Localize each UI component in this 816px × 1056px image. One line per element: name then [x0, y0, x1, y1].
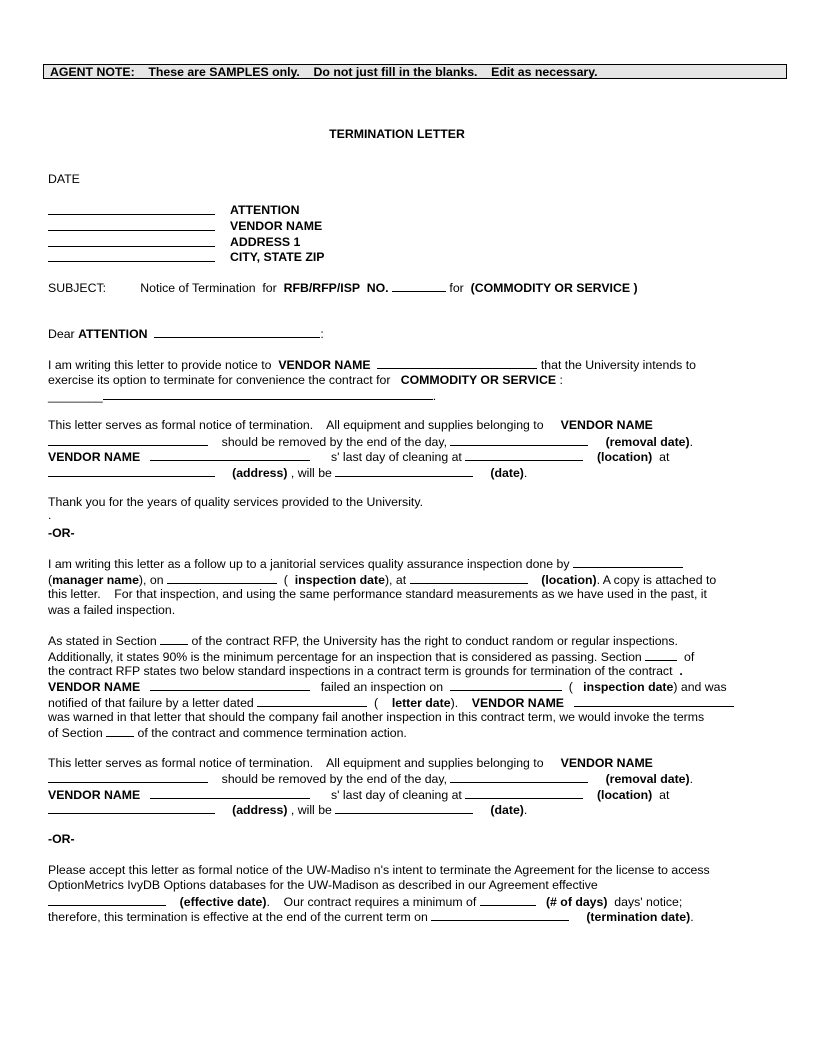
p3-line4 — [48, 679, 727, 696]
at: at — [659, 787, 670, 802]
text: s' last day of cleaning at — [330, 450, 462, 464]
vendor-name: VENDOR NAME — [560, 756, 653, 770]
p3-line7 — [48, 725, 407, 742]
subject-rfb: RFB/RFP/ISP NO. — [283, 281, 389, 295]
location: (location) — [596, 787, 653, 802]
serves2-line3 — [48, 787, 669, 804]
vendor-name: VENDOR NAME — [471, 695, 565, 710]
text: of the contract and commence termination action. — [137, 726, 407, 740]
text: Additionally, it states 90% is the minimum percentage for an inspection that is considered as passing. Section — [48, 649, 642, 664]
subject-label: SUBJECT: — [48, 281, 107, 295]
subject-line — [48, 280, 638, 297]
text: This letter serves as formal notice of termination. All equipment and supplies belonging to — [48, 418, 544, 432]
agent-note-banner: AGENT NOTE: These are SAMPLES only. Do not just fill in the blanks. Edit as necessary. — [43, 64, 787, 79]
removal-date: (removal date) — [605, 772, 690, 786]
subject-text: Notice of Termination for — [140, 281, 277, 295]
or-separator: -OR- — [48, 832, 75, 846]
inspection-date: inspection date — [294, 573, 385, 587]
letter-date: letter date — [391, 695, 451, 710]
at: at — [659, 450, 670, 464]
p4-line1: Please accept this letter as formal notice of the UW-Madiso n's intent to terminate the Agreement for the license to access — [48, 863, 710, 877]
p2-line4: was a failed inspection. — [48, 602, 176, 617]
text: of — [684, 649, 695, 664]
salutation — [48, 326, 324, 343]
salutation-dear: Dear — [48, 327, 75, 341]
text: exercise its option to terminate for convenience the contract for — [48, 372, 391, 387]
close-paren: ). — [450, 695, 459, 710]
text: therefore, this termination is effective at the end of the current term on — [48, 910, 428, 924]
serves1-line1 — [48, 418, 653, 434]
subject-for: for — [449, 281, 464, 295]
text: ), at — [384, 573, 407, 587]
open-paren: ( — [568, 680, 573, 694]
colon: : — [559, 372, 563, 387]
address-line-city — [48, 250, 325, 266]
p4-line2: OptionMetrics IvyDB Options databases for the UW-Madison as described in our Agreement effective — [48, 878, 598, 892]
days: (# of days) — [545, 895, 608, 909]
p1-line1 — [48, 357, 696, 374]
p2-line2: (manager name), on ( inspection date), at (location). A copy is attached to — [48, 573, 717, 587]
termination-date: (termination date) — [586, 910, 691, 924]
subject-commodity: (COMMODITY OR SERVICE ) — [470, 281, 638, 295]
address-label: CITY, STATE ZIP — [230, 250, 325, 264]
text: I am writing this letter to provide notice to — [48, 358, 272, 372]
p1-line3 — [48, 388, 436, 405]
inspection-date: inspection date — [583, 680, 674, 694]
salutation-attention: ATTENTION — [78, 327, 148, 341]
text: notified of that failure by a letter dated — [48, 695, 254, 710]
open-paren: ( — [283, 573, 288, 587]
p4-line4 — [48, 909, 694, 926]
text: should be removed by the end of the day, — [221, 772, 448, 786]
or-separator: -OR- — [48, 526, 75, 540]
vendor-name: VENDOR NAME — [278, 358, 371, 372]
text: ), on — [138, 573, 164, 587]
text: This letter serves as formal notice of termination. All equipment and supplies belonging to — [48, 756, 544, 770]
dot: . — [48, 508, 52, 522]
period: . — [679, 664, 683, 678]
location: (location) — [596, 450, 653, 464]
address-label: ATTENTION — [230, 203, 300, 217]
address-line-address1 — [48, 234, 301, 251]
salutation-colon: : — [320, 327, 324, 341]
text: I am writing this letter as a follow up to a janitorial services quality assurance inspection done by — [48, 557, 570, 571]
period: . — [523, 803, 528, 817]
dashes: ________ — [48, 389, 103, 403]
text: s' last day of cleaning at — [330, 787, 462, 802]
address: (address) — [232, 803, 288, 817]
text: As stated in Section — [48, 634, 157, 648]
text: should be removed by the end of the day, — [221, 435, 448, 449]
will-be: , will be — [290, 466, 332, 480]
serves2-line1 — [48, 756, 653, 772]
open-paren: ( — [374, 695, 379, 710]
p1-line2 — [48, 373, 563, 389]
serves1-line4 — [48, 465, 527, 482]
date: (date) — [490, 466, 524, 480]
text: . A copy is attached to — [596, 573, 717, 587]
period: . — [523, 466, 528, 480]
p3-line6: was warned in that letter that should the company fail another inspection in this contract term, we would invoke the terms — [48, 710, 705, 724]
period: . — [690, 910, 694, 924]
address: (address) — [232, 466, 288, 480]
serves2-line4 — [48, 802, 527, 819]
serves1-line3 — [48, 449, 669, 466]
manager-name: manager name — [52, 573, 139, 587]
date-label: DATE — [48, 172, 80, 186]
commodity: COMMODITY OR SERVICE — [400, 372, 557, 387]
location: (location) — [541, 573, 597, 587]
date: (date) — [490, 803, 524, 817]
p3-line2 — [48, 649, 694, 666]
address-line-attention — [48, 203, 300, 219]
page-title: TERMINATION LETTER — [329, 127, 465, 141]
address-line-vendor — [48, 218, 323, 235]
vendor-name: VENDOR NAME — [48, 450, 141, 464]
address-label: ADDRESS 1 — [230, 234, 301, 249]
vendor-name: VENDOR NAME — [48, 680, 141, 694]
text: the contract RFP states two below standard inspections in a contract term is grounds for termination of the contract — [48, 664, 673, 678]
p3-line3 — [48, 664, 683, 680]
vendor-name: VENDOR NAME — [560, 418, 653, 432]
text: of Section — [48, 726, 103, 740]
p3-line5 — [48, 695, 734, 712]
period: . — [689, 772, 694, 786]
period: . — [689, 435, 694, 449]
effective-date: (effective date) — [179, 895, 267, 909]
serves2-line2 — [48, 771, 693, 788]
text: of the contract RFP, the University has the right to conduct random or regular inspections. — [191, 634, 678, 648]
text: that the University intends to — [540, 358, 697, 372]
thanks-paragraph: Thank you for the years of quality services provided to the University. — [48, 495, 424, 509]
removal-date: (removal date) — [605, 435, 690, 449]
address-label: VENDOR NAME — [230, 218, 323, 233]
p2-line3: this letter. For that inspection, and using the same performance standard measurements as we have used in the past, it — [48, 587, 707, 601]
p3-line1 — [48, 633, 678, 650]
will-be: , will be — [290, 803, 332, 817]
period: . — [432, 389, 437, 403]
text: failed an inspection on — [320, 680, 444, 694]
vendor-name: VENDOR NAME — [48, 787, 141, 802]
p2-line1 — [48, 556, 683, 573]
text: days' notice; — [614, 895, 683, 909]
text: . Our contract requires a minimum of — [266, 895, 477, 909]
text: ) and was — [673, 680, 727, 694]
